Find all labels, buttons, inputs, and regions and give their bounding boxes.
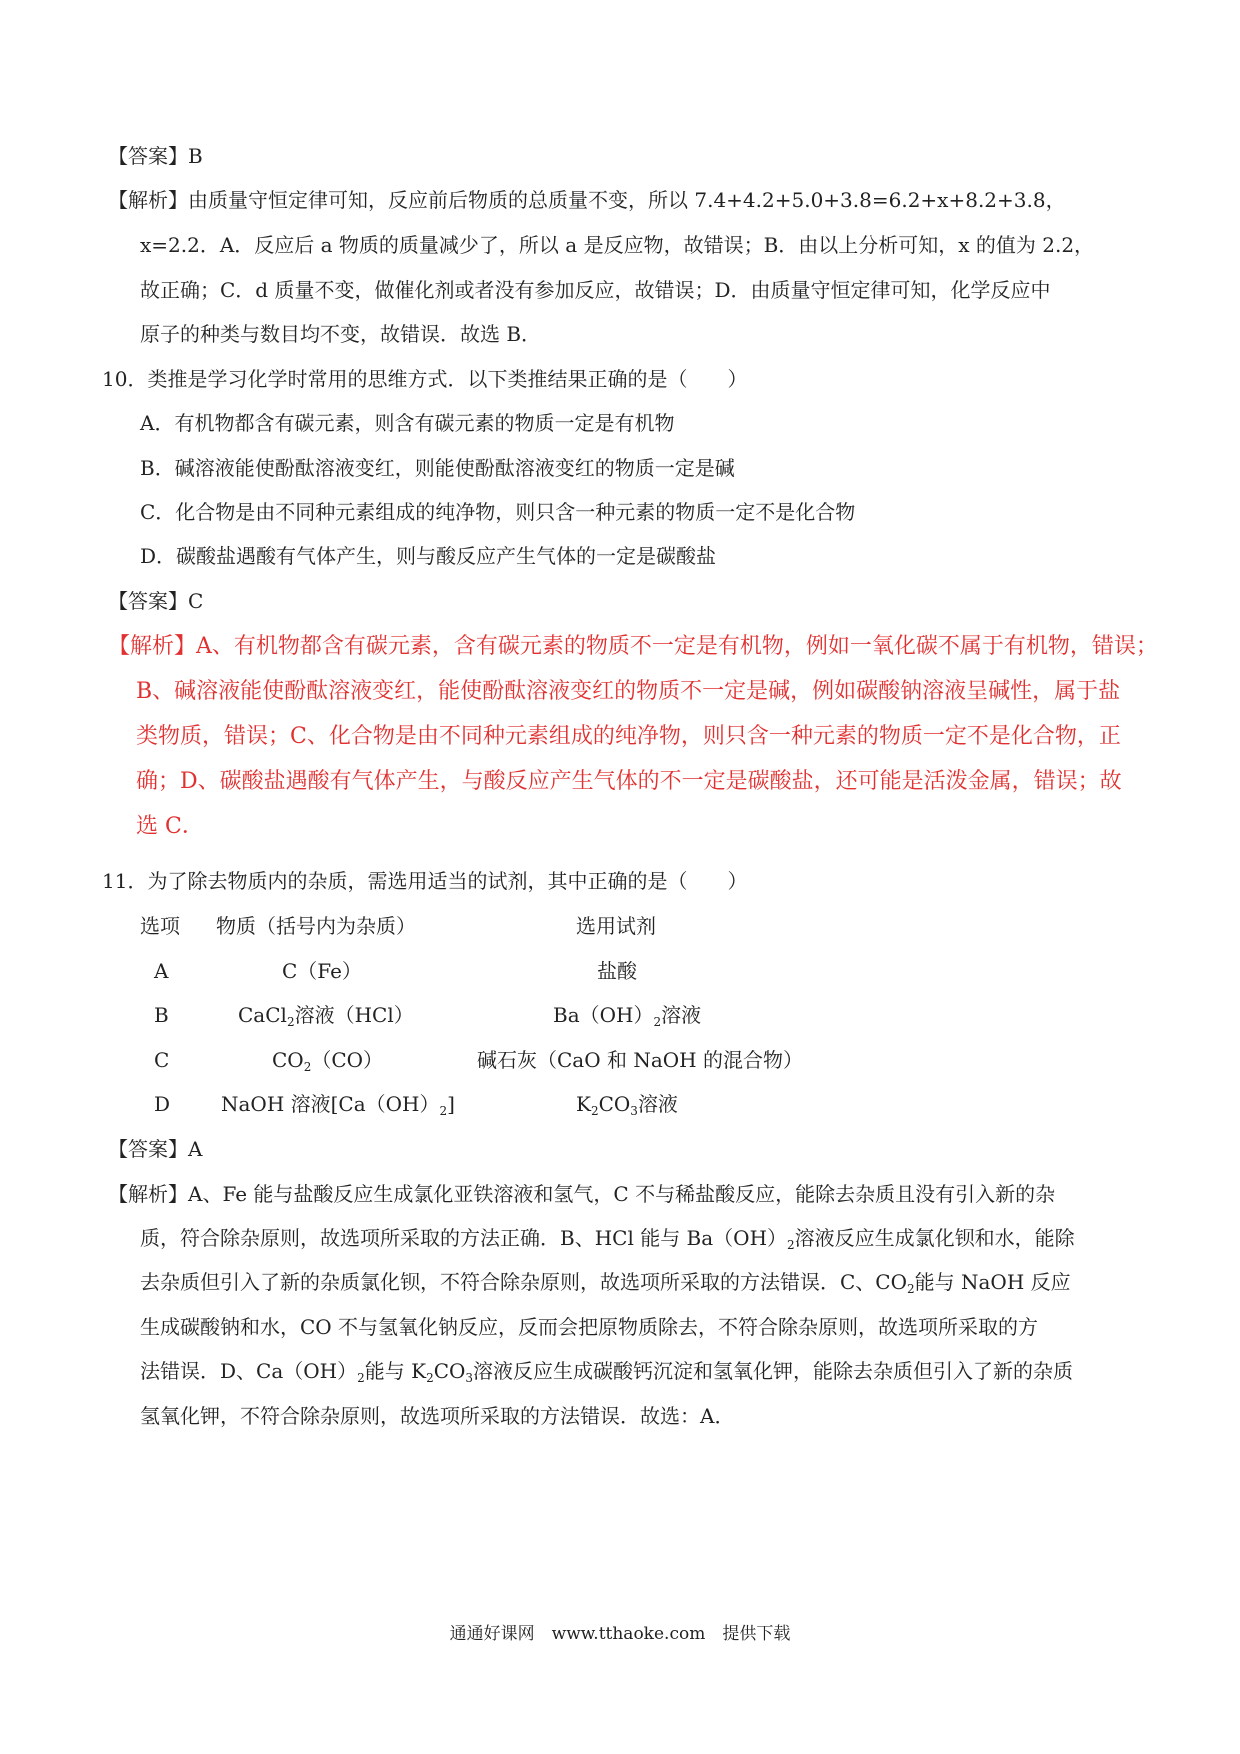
analysis-label: 【解析】 xyxy=(108,634,197,659)
q11-analysis-line-6: 氢氧化钾，不符合除杂原则，故选项所采取的方法错误．故选：A． xyxy=(140,1404,735,1428)
q10-analysis-line-3: 类物质，错误；C、化合物是由不同种元素组成的纯净物，则只含一种元素的物质一定不是化合物，正 xyxy=(136,724,1121,749)
q10-answer: 【答案】C xyxy=(108,589,204,613)
table-row-a-substance: C（Fe） xyxy=(282,959,362,983)
q10-analysis-line-5: 选 C． xyxy=(136,814,204,839)
table-row-d-reagent: $K_2CO_3$溶液 xyxy=(576,1092,678,1118)
q9-analysis-line-4: 原子的种类与数目均不变，故错误．故选 B． xyxy=(140,322,542,346)
q11-answer: 【答案】A xyxy=(108,1137,203,1161)
q9-answer xyxy=(108,142,203,170)
q9-analysis-line-3: 故正确；C．d 质量不变，做催化剂或者没有参加反应，故错误；D．由质量守恒定律可知，化学反应中 xyxy=(140,278,1051,302)
q10-option-c: C．化合物是由不同种元素组成的纯净物，则只含一种元素的物质一定不是化合物 xyxy=(140,500,856,524)
q9-analysis-line-1: 【解析】由质量守恒定律可知，反应前后物质的总质量不变，所以 7.4+4.2+5.0+3.8=6.2+x+8.2+3.8， xyxy=(108,188,1066,212)
table-row-d-substance: NaOH 溶液$[Ca(OH)_2]$ xyxy=(221,1092,455,1118)
table-row-d-option: D xyxy=(154,1092,171,1116)
q10-stem: 10．类推是学习化学时常用的思维方式．以下类推结果正确的是（ ） xyxy=(102,367,748,391)
q11-analysis-line-4: 生成碳酸钠和水，CO 不与氢氧化钠反应，反而会把原物质除去，不符合除杂原则，故选项所采取的方 xyxy=(140,1315,1039,1339)
analysis-label: 【解析】 xyxy=(108,188,188,212)
q11-analysis-line-3: 去杂质但引入了新的杂质氯化钡，不符合除杂原则，故选项所采取的方法错误．C、$CO_2$能与 NaOH 反应 xyxy=(140,1270,1071,1296)
table-row-a-reagent: 盐酸 xyxy=(597,959,637,983)
answer-label: 【答案】 xyxy=(108,144,188,168)
q11-stem: 11．为了除去物质内的杂质，需选用适当的试剂，其中正确的是（ ） xyxy=(102,869,748,893)
table-row-b-substance: CaCl$_2$溶液（HCl） xyxy=(238,1003,414,1029)
analysis-label: 【解析】 xyxy=(108,1182,188,1206)
q11-analysis-line-2: 质，符合除杂原则，故选项所采取的方法正确．B、HCl 能与 $Ba(OH)_2$溶液反应生成氯化钡和水，能除 xyxy=(140,1226,1075,1252)
table-row-b-option: B xyxy=(154,1003,169,1027)
q10-analysis-line-1: 【解析】A、有机物都含有碳元素，含有碳元素的物质不一定是有机物，例如一氧化碳不属于有机物，错误； xyxy=(108,634,1158,659)
table-row-c-option: C xyxy=(154,1048,170,1072)
q11-analysis-line-5: 法错误．D、$Ca(OH)_2$能与 $K_2CO_3$溶液反应生成碳酸钙沉淀和氢氧化钾，能除去杂质但引入了新的杂质 xyxy=(140,1359,1074,1385)
page-footer: 通通好课网 www.tthaoke.com 提供下载 xyxy=(449,1624,791,1644)
q10-option-d: D．碳酸盐遇酸有气体产生，则与酸反应产生气体的一定是碳酸盐 xyxy=(140,544,717,568)
table-row-c-reagent: 碱石灰（CaO 和 NaOH 的混合物） xyxy=(477,1048,803,1072)
q10-analysis-line-4: 确；D、碳酸盐遇酸有气体产生，与酸反应产生气体的不一定是碳酸盐，还可能是活泼金属，错误；故 xyxy=(136,769,1122,794)
q9-analysis-line-2: x=2.2．A．反应后 a 物质的质量减少了，所以 a 是反应物，故错误；B．由以上分析可知，x 的值为 2.2， xyxy=(140,233,1095,257)
table-row-a-option: A xyxy=(154,959,169,983)
table-row-b-reagent: $Ba(OH)_2$溶液 xyxy=(553,1003,702,1029)
q10-option-a: A．有机物都含有碳元素，则含有碳元素的物质一定是有机物 xyxy=(140,411,675,435)
table-header-option: 选项 xyxy=(140,914,180,938)
table-header-substance: 物质（括号内为杂质） xyxy=(216,914,416,938)
q10-analysis-line-2: B、碱溶液能使酚酞溶液变红，能使酚酞溶液变红的物质不一定是碱，例如碳酸钠溶液呈碱性，属于盐 xyxy=(136,679,1121,704)
table-header-reagent: 选用试剂 xyxy=(576,914,656,938)
q10-option-b: B．碱溶液能使酚酞溶液变红，则能使酚酞溶液变红的物质一定是碱 xyxy=(140,456,735,480)
table-row-c-substance: $CO_2(CO)$ xyxy=(272,1048,384,1074)
answer-value: B xyxy=(188,144,203,168)
q11-analysis-line-1: 【解析】A、Fe 能与盐酸反应生成氯化亚铁溶液和氢气，C 不与稀盐酸反应，能除去杂质且没有引入新的杂 xyxy=(108,1182,1056,1206)
